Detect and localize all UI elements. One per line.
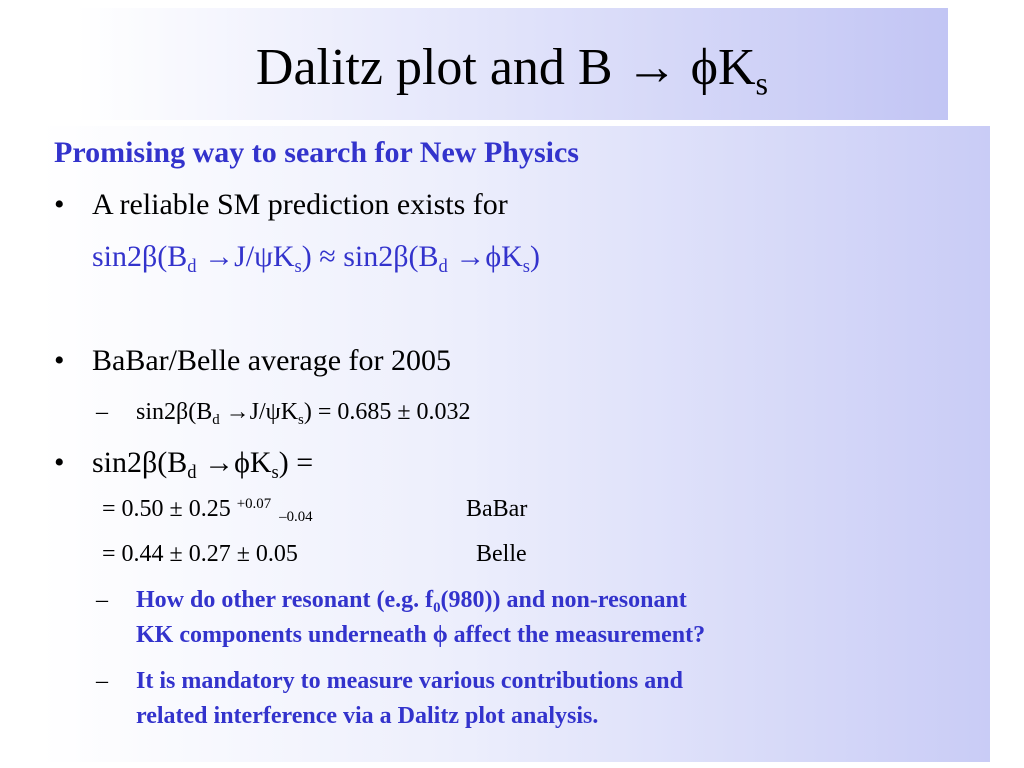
babar-measurement — [102, 496, 313, 526]
section-heading: Promising way to search for New Physics — [54, 136, 579, 169]
formula-part: ) = — [278, 446, 314, 479]
dash-marker: – — [96, 399, 108, 425]
question-subscript: 0 — [433, 599, 441, 616]
formula-subscript: d — [212, 411, 220, 428]
babar-lower-error: –0.04 — [279, 508, 313, 525]
belle-label: Belle — [476, 541, 527, 567]
formula-subscript: s — [298, 411, 304, 428]
question-text: (980)) and non-resonant — [440, 587, 687, 613]
statement-dalitz — [96, 668, 683, 695]
formula-part: sin2β(B — [92, 240, 188, 273]
belle-measurement: = 0.44 ± 0.27 ± 0.05 — [102, 541, 298, 567]
question-resonant — [96, 587, 687, 617]
formula-subscript: s — [271, 461, 279, 483]
dash-marker: – — [96, 668, 108, 694]
average-jpsi-value — [96, 399, 471, 429]
formula-subscript: d — [438, 255, 448, 277]
babar-value: = 0.50 ± 0.25 — [102, 496, 237, 523]
formula-part: →ϕK — [447, 240, 523, 273]
title-phi: ϕK — [677, 39, 756, 96]
babar-label: BaBar — [466, 496, 528, 522]
dash-marker: – — [96, 587, 108, 613]
title-bar — [76, 8, 948, 120]
formula-part: ) = 0.685 ± 0.032 — [303, 399, 471, 425]
formula-part: →J/ψK — [196, 240, 295, 273]
babar-upper-error: +0.07 — [236, 496, 272, 512]
sm-prediction-formula — [92, 240, 540, 278]
bullet-marker: • — [54, 446, 65, 479]
formula-part: sin2β(B — [136, 399, 213, 425]
bullet-phiks-measurement — [54, 446, 313, 484]
formula-part: sin2β(B — [92, 446, 188, 479]
formula-subscript: d — [187, 461, 197, 483]
bullet-marker: • — [54, 188, 65, 221]
formula-part: ) — [530, 240, 541, 273]
bullet-marker: • — [54, 344, 65, 377]
formula-part: ) ≈ sin2β(B — [301, 240, 439, 273]
formula-part: →J/ψK — [219, 399, 299, 425]
bullet-average-2005 — [54, 344, 451, 378]
slide-title — [76, 38, 948, 113]
title-arrow: → — [625, 39, 678, 96]
bullet-text: A reliable SM prediction exists for — [92, 188, 508, 221]
formula-part: →ϕK — [196, 446, 272, 479]
question-resonant-cont: KK components underneath ϕ affect the measurement? — [136, 622, 706, 648]
bullet-text: BaBar/Belle average for 2005 — [92, 344, 452, 377]
statement-dalitz-cont: related interference via a Dalitz plot analysis. — [136, 703, 599, 729]
slide-body — [40, 126, 990, 762]
question-text: How do other resonant (e.g. f — [136, 587, 434, 613]
bullet-sm-prediction — [54, 188, 508, 222]
statement-text: It is mandatory to measure various contributions and — [136, 668, 683, 694]
title-text: Dalitz plot and B — [255, 39, 626, 96]
formula-subscript: s — [522, 255, 531, 277]
formula-subscript: s — [294, 255, 302, 277]
title-subscript: s — [755, 65, 769, 102]
formula-subscript: d — [187, 255, 197, 277]
